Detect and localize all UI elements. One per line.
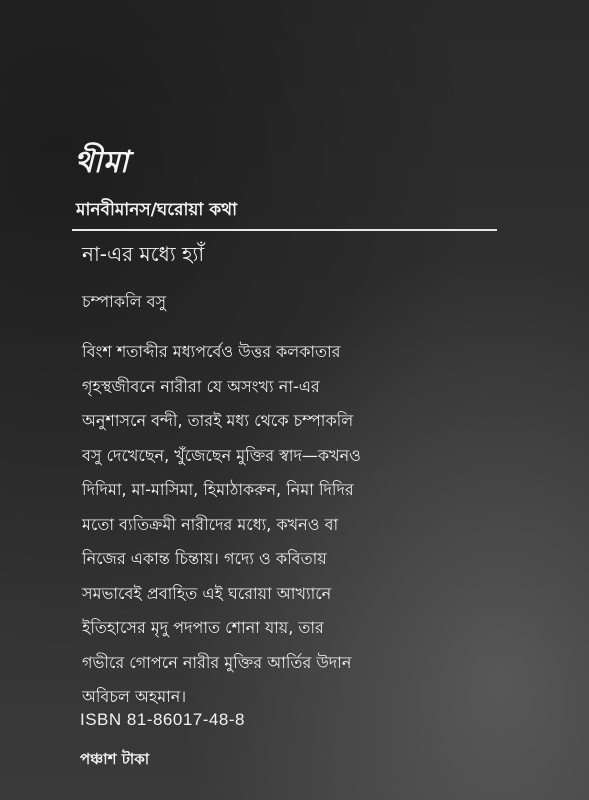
blurb-line: নিজের একান্ত চিন্তায়। গদ্যে ও কবিতায়	[82, 549, 327, 568]
blurb-line: দিদিমা, মা-মাসিমা, হিমাঠাকরুন, নিমা দিদির	[82, 480, 354, 499]
blurb-line: বসু দেখেছেন, খুঁজেছেন মুক্তির স্বাদ—কখনও	[82, 445, 361, 465]
blurb-line: বিংশ শতাব্দীর মধ্যপর্বেও উত্তর কলকাতার	[82, 342, 341, 361]
blurb-line: ইতিহাসের মৃদু পদপাত শোনা যায়, তার	[82, 618, 324, 637]
blurb-text	[82, 335, 522, 715]
series-title: মানবীমানস/ঘরোয়া কথা	[76, 200, 238, 220]
author-name: চম্পাকলি বসু	[82, 292, 167, 311]
blurb-line: অবিচল অহমান।	[82, 687, 187, 706]
blurb-line: গৃহস্থজীবনে নারীরা যে অসংখ্য না-এর	[82, 376, 320, 396]
blurb-line: মতো ব্যতিক্রমী নারীদের মধ্যে, কখনও বা	[82, 514, 339, 534]
publisher-logo: থীমা	[74, 145, 130, 180]
book-title: না-এর মধ্যে হ্যাঁ	[82, 242, 205, 266]
blurb-line: গভীরে গোপনে নারীর মুক্তির আর্তির উদান	[82, 652, 352, 672]
blurb-line: সমভাবেই প্রবাহিত এই ঘরোয়া আখ্যানে	[82, 583, 332, 603]
price-label: পঞ্চাশ টাকা	[80, 750, 150, 768]
divider-rule	[72, 229, 497, 231]
isbn-number: ISBN 81-86017-48-8	[80, 710, 245, 729]
blurb-line: অনুশাসনে বন্দী, তারই মধ্য থেকে চম্পাকলি	[82, 411, 354, 430]
